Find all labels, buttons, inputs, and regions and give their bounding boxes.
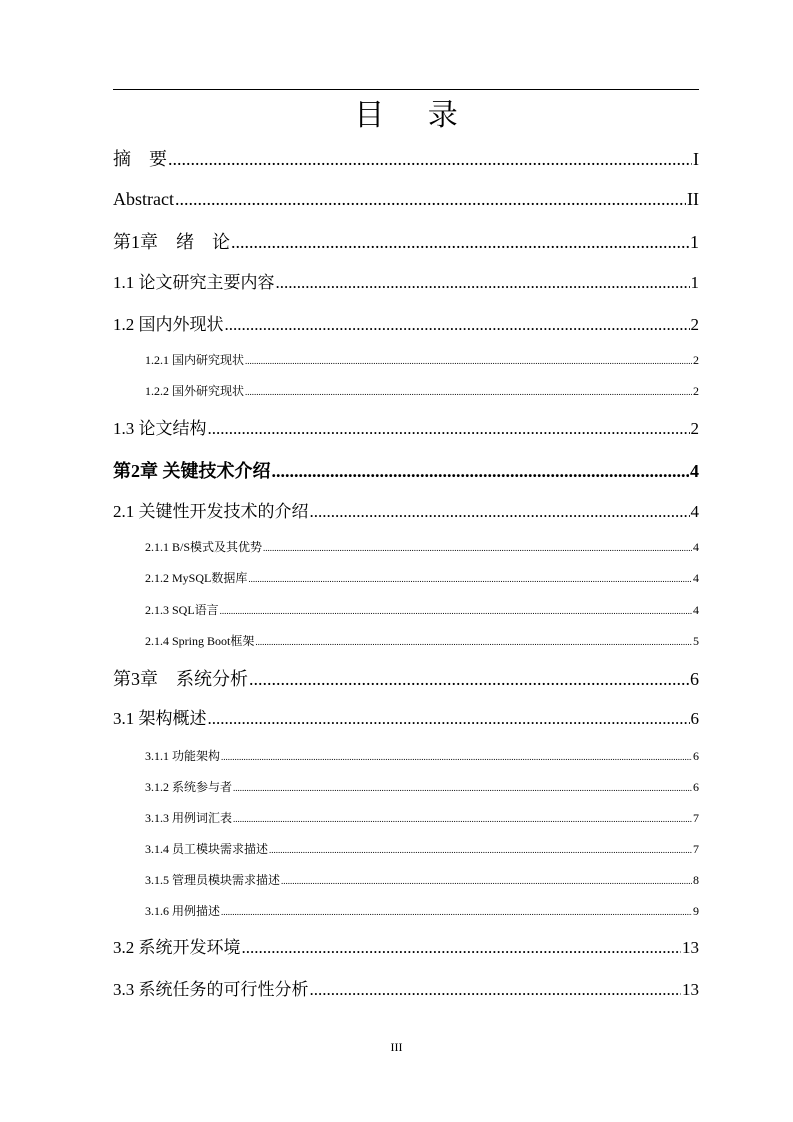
toc-entry-label: 3.1.2 系统参与者 — [145, 780, 233, 794]
toc-entry-label: 1.2.2 国外研究现状 — [145, 384, 245, 398]
toc-entry-label: 2.1.3 SQL语言 — [145, 603, 219, 617]
toc-entry-page: 6 — [693, 780, 699, 794]
toc-entry-section-3-1[interactable] — [113, 707, 699, 731]
toc-entry-subsection-3-1-1[interactable] — [145, 747, 699, 765]
toc-entry-subsection-2-1-2[interactable] — [145, 569, 699, 587]
dot-leader — [208, 707, 690, 731]
toc-entry-label: 3.1.1 功能架构 — [145, 749, 221, 763]
toc-entry-label: 3.1.5 管理员模块需求描述 — [145, 873, 281, 887]
toc-entry-page: 6 — [693, 749, 699, 763]
toc-entry-page: 2 — [690, 315, 699, 334]
toc-entry-page: 6 — [690, 709, 699, 728]
dot-leader — [221, 748, 692, 766]
toc-entry-page: 6 — [690, 669, 699, 689]
toc-entry-label: 第2章 关键技术介绍 — [113, 461, 271, 481]
toc-entry-page: 2 — [690, 419, 699, 438]
toc-entry-label: Abstract — [113, 189, 174, 209]
toc-entry-page: 7 — [693, 842, 699, 856]
toc-entry-subsection-1-2-1[interactable] — [145, 351, 699, 369]
page-number: III — [390, 1040, 403, 1054]
dot-leader — [208, 417, 690, 441]
toc-entry-section-2-1[interactable] — [113, 500, 699, 524]
dot-leader — [281, 872, 692, 890]
toc-entry-label: 2.1.4 Spring Boot框架 — [145, 634, 255, 648]
toc-entry-page: 4 — [690, 502, 699, 521]
toc-entry-page: 13 — [682, 938, 699, 957]
toc-entry-abstract-en[interactable] — [113, 186, 699, 212]
toc-entry-page: 7 — [693, 811, 699, 825]
toc-entry-label: 2.1 关键性开发技术的介绍 — [113, 502, 309, 521]
toc-entry-subsection-3-1-6[interactable] — [145, 902, 699, 920]
toc-entry-subsection-2-1-4[interactable] — [145, 632, 699, 650]
dot-leader — [245, 383, 692, 401]
dot-leader — [233, 810, 692, 828]
toc-entry-section-3-2[interactable] — [113, 936, 699, 960]
toc-entry-label: 摘 要 — [113, 149, 167, 169]
toc-entry-section-1-2[interactable] — [113, 313, 699, 337]
toc-entry-section-1-3[interactable] — [113, 417, 699, 441]
toc-title: 目 录 — [354, 99, 476, 132]
toc-entry-label: 1.2 国内外现状 — [113, 315, 224, 334]
toc-entry-page: 2 — [693, 384, 699, 398]
toc-entry-label: 第1章 绪 论 — [113, 232, 230, 252]
toc-entry-page: 4 — [693, 540, 699, 554]
toc-entry-page: 2 — [693, 353, 699, 367]
toc-entry-label: 2.1.2 MySQL数据库 — [145, 571, 248, 585]
dot-leader — [242, 936, 682, 960]
dot-leader — [168, 146, 692, 172]
toc-entry-subsection-2-1-3[interactable] — [145, 601, 699, 619]
dot-leader — [225, 313, 690, 337]
header-rule — [113, 89, 699, 90]
toc-entry-label: 3.1 架构概述 — [113, 709, 207, 728]
dot-leader — [272, 458, 690, 484]
toc-entry-section-3-3[interactable] — [113, 978, 699, 1002]
toc-entry-page: 1 — [690, 273, 699, 292]
toc-entry-label: 1.1 论文研究主要内容 — [113, 273, 275, 292]
dot-leader — [310, 500, 690, 524]
dot-leader — [220, 602, 692, 620]
toc-entry-page: 4 — [690, 461, 699, 481]
toc-entry-label: 第3章 系统分析 — [113, 669, 248, 689]
dot-leader — [263, 539, 692, 557]
toc-entry-label: 3.1.6 用例描述 — [145, 904, 221, 918]
dot-leader — [310, 978, 682, 1002]
toc-entry-subsection-3-1-4[interactable] — [145, 840, 699, 858]
toc-entry-page: 1 — [690, 232, 699, 252]
dot-leader — [231, 229, 689, 255]
dot-leader — [255, 633, 692, 651]
toc-entry-page: I — [693, 149, 699, 169]
toc-entry-abstract-cn[interactable] — [113, 146, 699, 172]
toc-entry-label: 1.3 论文结构 — [113, 419, 207, 438]
toc-entry-subsection-3-1-5[interactable] — [145, 871, 699, 889]
toc-entry-chapter-1[interactable] — [113, 229, 699, 255]
toc-entry-label: 3.2 系统开发环境 — [113, 938, 241, 957]
dot-leader — [248, 570, 692, 588]
dot-leader — [269, 841, 692, 859]
dot-leader — [276, 271, 690, 295]
toc-entry-label: 3.3 系统任务的可行性分析 — [113, 980, 309, 999]
toc-entry-chapter-2[interactable] — [113, 458, 699, 484]
toc-entry-page: 13 — [682, 980, 699, 999]
toc-entry-label: 1.2.1 国内研究现状 — [145, 353, 245, 367]
toc-entry-subsection-3-1-2[interactable] — [145, 778, 699, 796]
toc-entry-page: 4 — [693, 571, 699, 585]
dot-leader — [175, 186, 686, 212]
toc-entry-subsection-2-1-1[interactable] — [145, 538, 699, 556]
toc-entry-page: 9 — [693, 904, 699, 918]
dot-leader — [249, 666, 689, 692]
toc-entry-page: 4 — [693, 603, 699, 617]
toc-entry-label: 3.1.4 员工模块需求描述 — [145, 842, 269, 856]
toc-entry-page: 5 — [693, 634, 699, 648]
toc-entry-chapter-3[interactable] — [113, 666, 699, 692]
toc-entry-label: 2.1.1 B/S模式及其优势 — [145, 540, 263, 554]
dot-leader — [233, 779, 692, 797]
dot-leader — [245, 352, 692, 370]
dot-leader — [221, 903, 692, 921]
toc-entry-page: 8 — [693, 873, 699, 887]
toc-entry-page: II — [687, 189, 699, 209]
toc-entry-subsection-3-1-3[interactable] — [145, 809, 699, 827]
toc-entry-label: 3.1.3 用例词汇表 — [145, 811, 233, 825]
toc-entry-subsection-1-2-2[interactable] — [145, 382, 699, 400]
toc-entry-section-1-1[interactable] — [113, 271, 699, 295]
